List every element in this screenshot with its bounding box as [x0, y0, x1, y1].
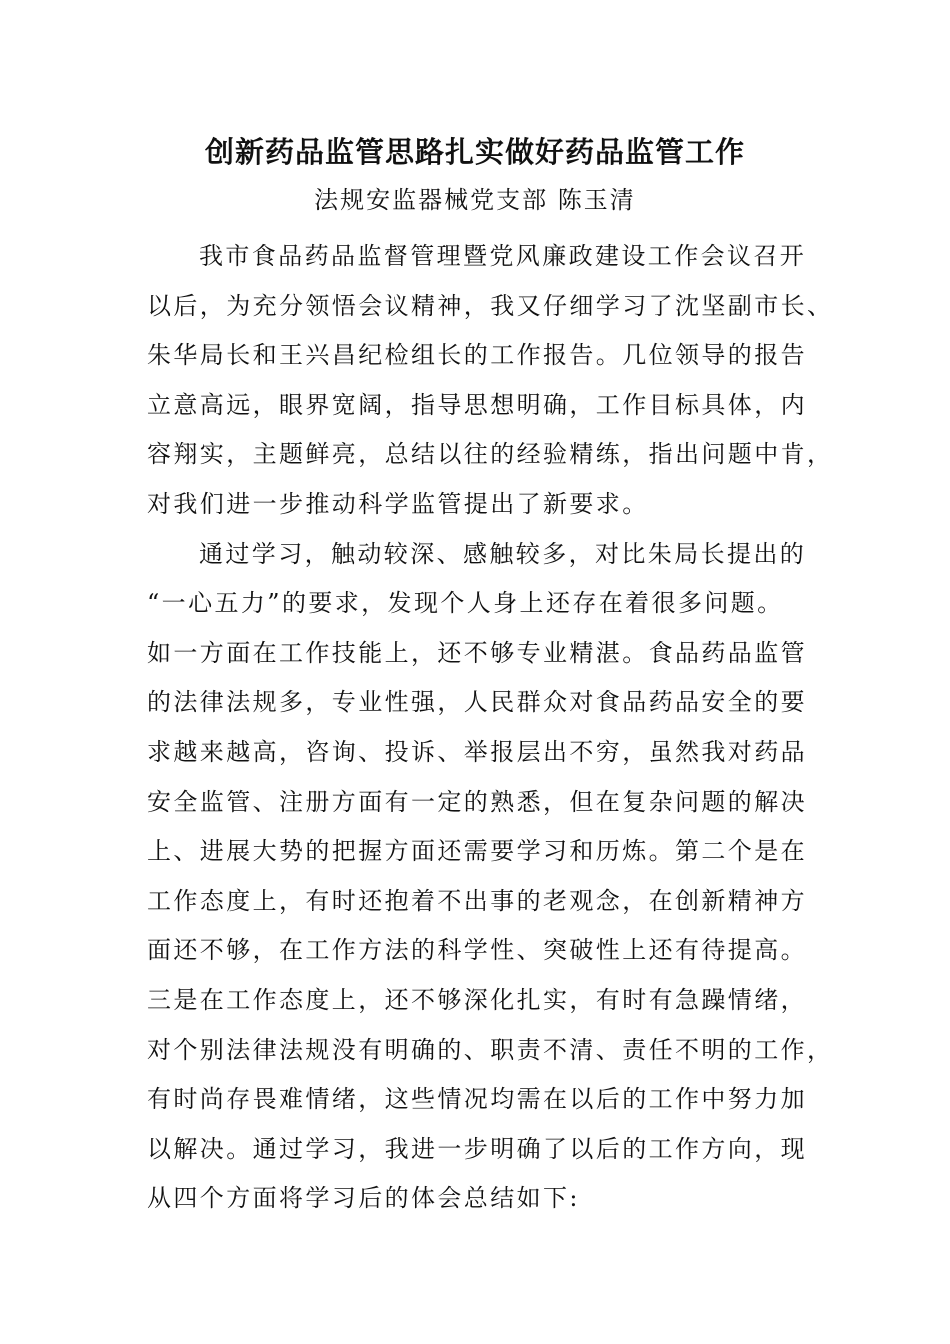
text-line: 通过学习，触动较深、感触较多，对比朱局长提出的 [199, 539, 807, 568]
text-line: 对我们进一步推动科学监管提出了新要求。 [147, 489, 649, 518]
text-line: 上、进展大势的把握方面还需要学习和历炼。第二个是在 [147, 837, 807, 866]
text-line: 朱华局长和王兴昌纪检组长的工作报告。几位领导的报告 [147, 341, 807, 370]
text-line: 以后，为充分领悟会议精神，我又仔细学习了沈坚副市长、 [147, 291, 834, 320]
document-body [147, 232, 834, 1224]
text-line: 工作态度上，有时还抱着不出事的老观念，在创新精神方 [147, 886, 807, 915]
text-line: 对个别法律法规没有明确的、职责不清、责任不明的工作， [147, 1035, 834, 1064]
text-line: 面还不够，在工作方法的科学性、突破性上还有待提高。 [147, 936, 807, 965]
text-line: 求越来越高，咨询、投诉、举报层出不穷，虽然我对药品 [147, 737, 807, 766]
document-title: 创新药品监管思路扎实做好药品监管工作 [204, 135, 745, 169]
text-line: 三是在工作态度上，还不够深化扎实，有时有急躁情绪， [147, 985, 807, 1014]
text-line: 的法律法规多，专业性强，人民群众对食品药品安全的要 [147, 688, 807, 717]
text-line: “一心五力”的要求，发现个人身上还存在着很多问题。 [147, 589, 784, 618]
text-line: 如一方面在工作技能上，还不够专业精湛。食品药品监管 [147, 638, 807, 667]
text-line: 以解决。通过学习，我进一步明确了以后的工作方向，现 [147, 1134, 807, 1163]
paragraph-1 [147, 232, 834, 530]
text-line: 立意高远，眼界宽阔，指导思想明确，工作目标具体，内 [147, 390, 807, 419]
text-line: 从四个方面将学习后的体会总结如下: [147, 1184, 580, 1213]
text-line: 安全监管、注册方面有一定的熟悉，但在复杂问题的解决 [147, 787, 807, 816]
text-line: 容翔实，主题鲜亮，总结以往的经验精练，指出问题中肯， [147, 440, 834, 469]
text-line: 有时尚存畏难情绪，这些情况均需在以后的工作中努力加 [147, 1085, 807, 1114]
author-byline: 法规安监器械党支部 陈玉清 [314, 186, 636, 214]
paragraph-2 [147, 530, 834, 1224]
text-line: 我市食品药品监督管理暨党风廉政建设工作会议召开 [199, 242, 807, 270]
